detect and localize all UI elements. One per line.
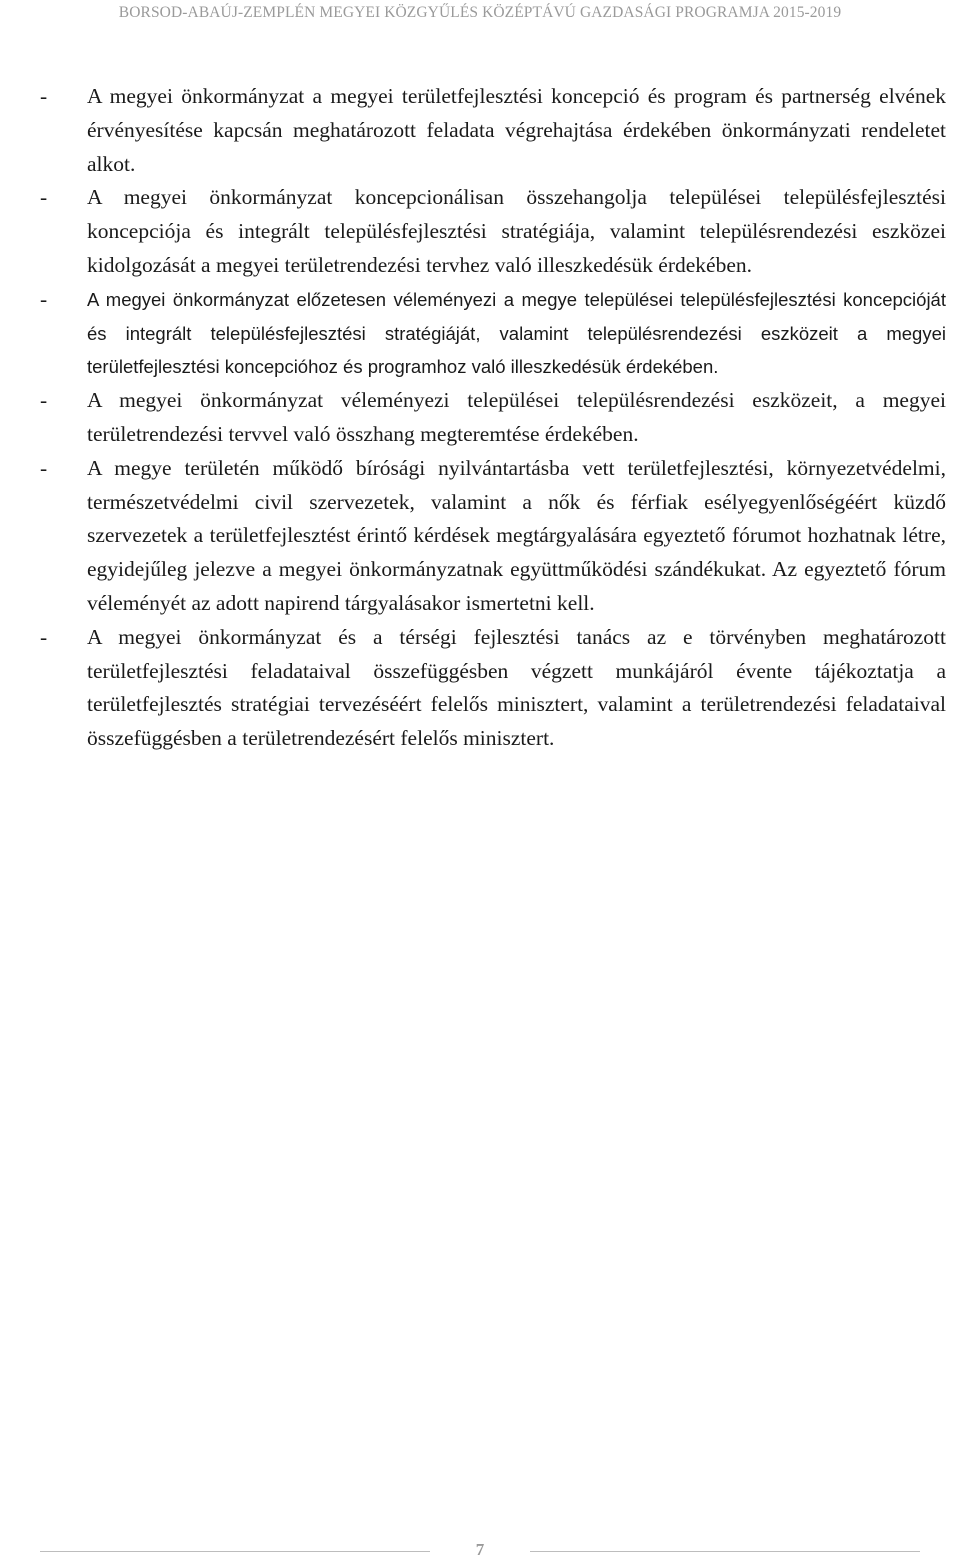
list-item	[40, 452, 946, 621]
list-item-text: A megyei önkormányzat előzetesen véleményezi a megye települései településfejlesztési koncepcióját és integrált településfejlesztési stratégiáját, valamint településrendezési eszközeit a megyei területfejlesztési koncepcióhoz és programhoz való illeszkedésük érdekében.	[87, 288, 946, 378]
bullet-dash: -	[40, 286, 48, 311]
bullet-list	[40, 80, 946, 756]
list-item	[40, 621, 946, 756]
list-item-text: A megyei önkormányzat és a térségi fejlesztési tanács az e törvényben meghatározott területfejlesztési feladataival összefüggésben végzett munkájáról évente tájékoztatja a területfejlesztés stratégiai tervezéséért felelős minisztert, valamint a területrendezési feladataival összefüggésben a területrendezésért felelős minisztert.	[87, 624, 946, 751]
bullet-dash: -	[40, 84, 48, 108]
bullet-dash: -	[40, 185, 48, 210]
list-item-text: A megye területén működő bírósági nyilvántartásba vett területfejlesztési, környezetvédelmi, természetvédelmi civil szervezetek, valamint a nők és férfiak esélyegyenlőségéért küzdő szervezetek a területfejlesztést érintő kérdések megtárgyalására egyeztető fórumot hozhatnak létre, egyidejűleg jelezve a megyei önkormányzatnak együttműködési szándékukat. Az egyeztető fórum véleményét az adott napirend tárgyalásakor ismertetni kell.	[87, 455, 946, 615]
list-item	[40, 181, 946, 282]
bullet-dash: -	[40, 455, 48, 480]
list-item-text: A megyei önkormányzat a megyei területfejlesztési koncepció és program és partnerség elvének érvényesítése kapcsán meghatározott feladata végrehajtása érdekében önkormányzati rendeletet alkot.	[87, 84, 946, 176]
list-item	[40, 283, 946, 384]
bullet-dash: -	[40, 388, 48, 413]
page-footer	[0, 1536, 960, 1559]
list-item	[40, 384, 946, 452]
list-item-text: A megyei önkormányzat véleményezi települései településrendezési eszközeit, a megyei területrendezési tervvel való összhang megteremtése érdekében.	[87, 388, 946, 446]
page-number: 7	[475, 1540, 485, 1559]
bullet-dash: -	[40, 624, 48, 649]
running-header: BORSOD-ABAÚJ-ZEMPLÉN MEGYEI KÖZGYŰLÉS KÖZÉPTÁVÚ GAZDASÁGI PROGRAMJA 2015-2019	[118, 4, 842, 21]
footer-rule-right	[530, 1551, 920, 1552]
list-item	[40, 80, 946, 181]
list-item-text: A megyei önkormányzat koncepcionálisan összehangolja települései településfejlesztési koncepciója és integrált településfejlesztési stratégiája, valamint településrendezési eszközei kidolgozását a megyei területrendezési tervhez való illeszkedésük érdekében.	[87, 185, 946, 277]
